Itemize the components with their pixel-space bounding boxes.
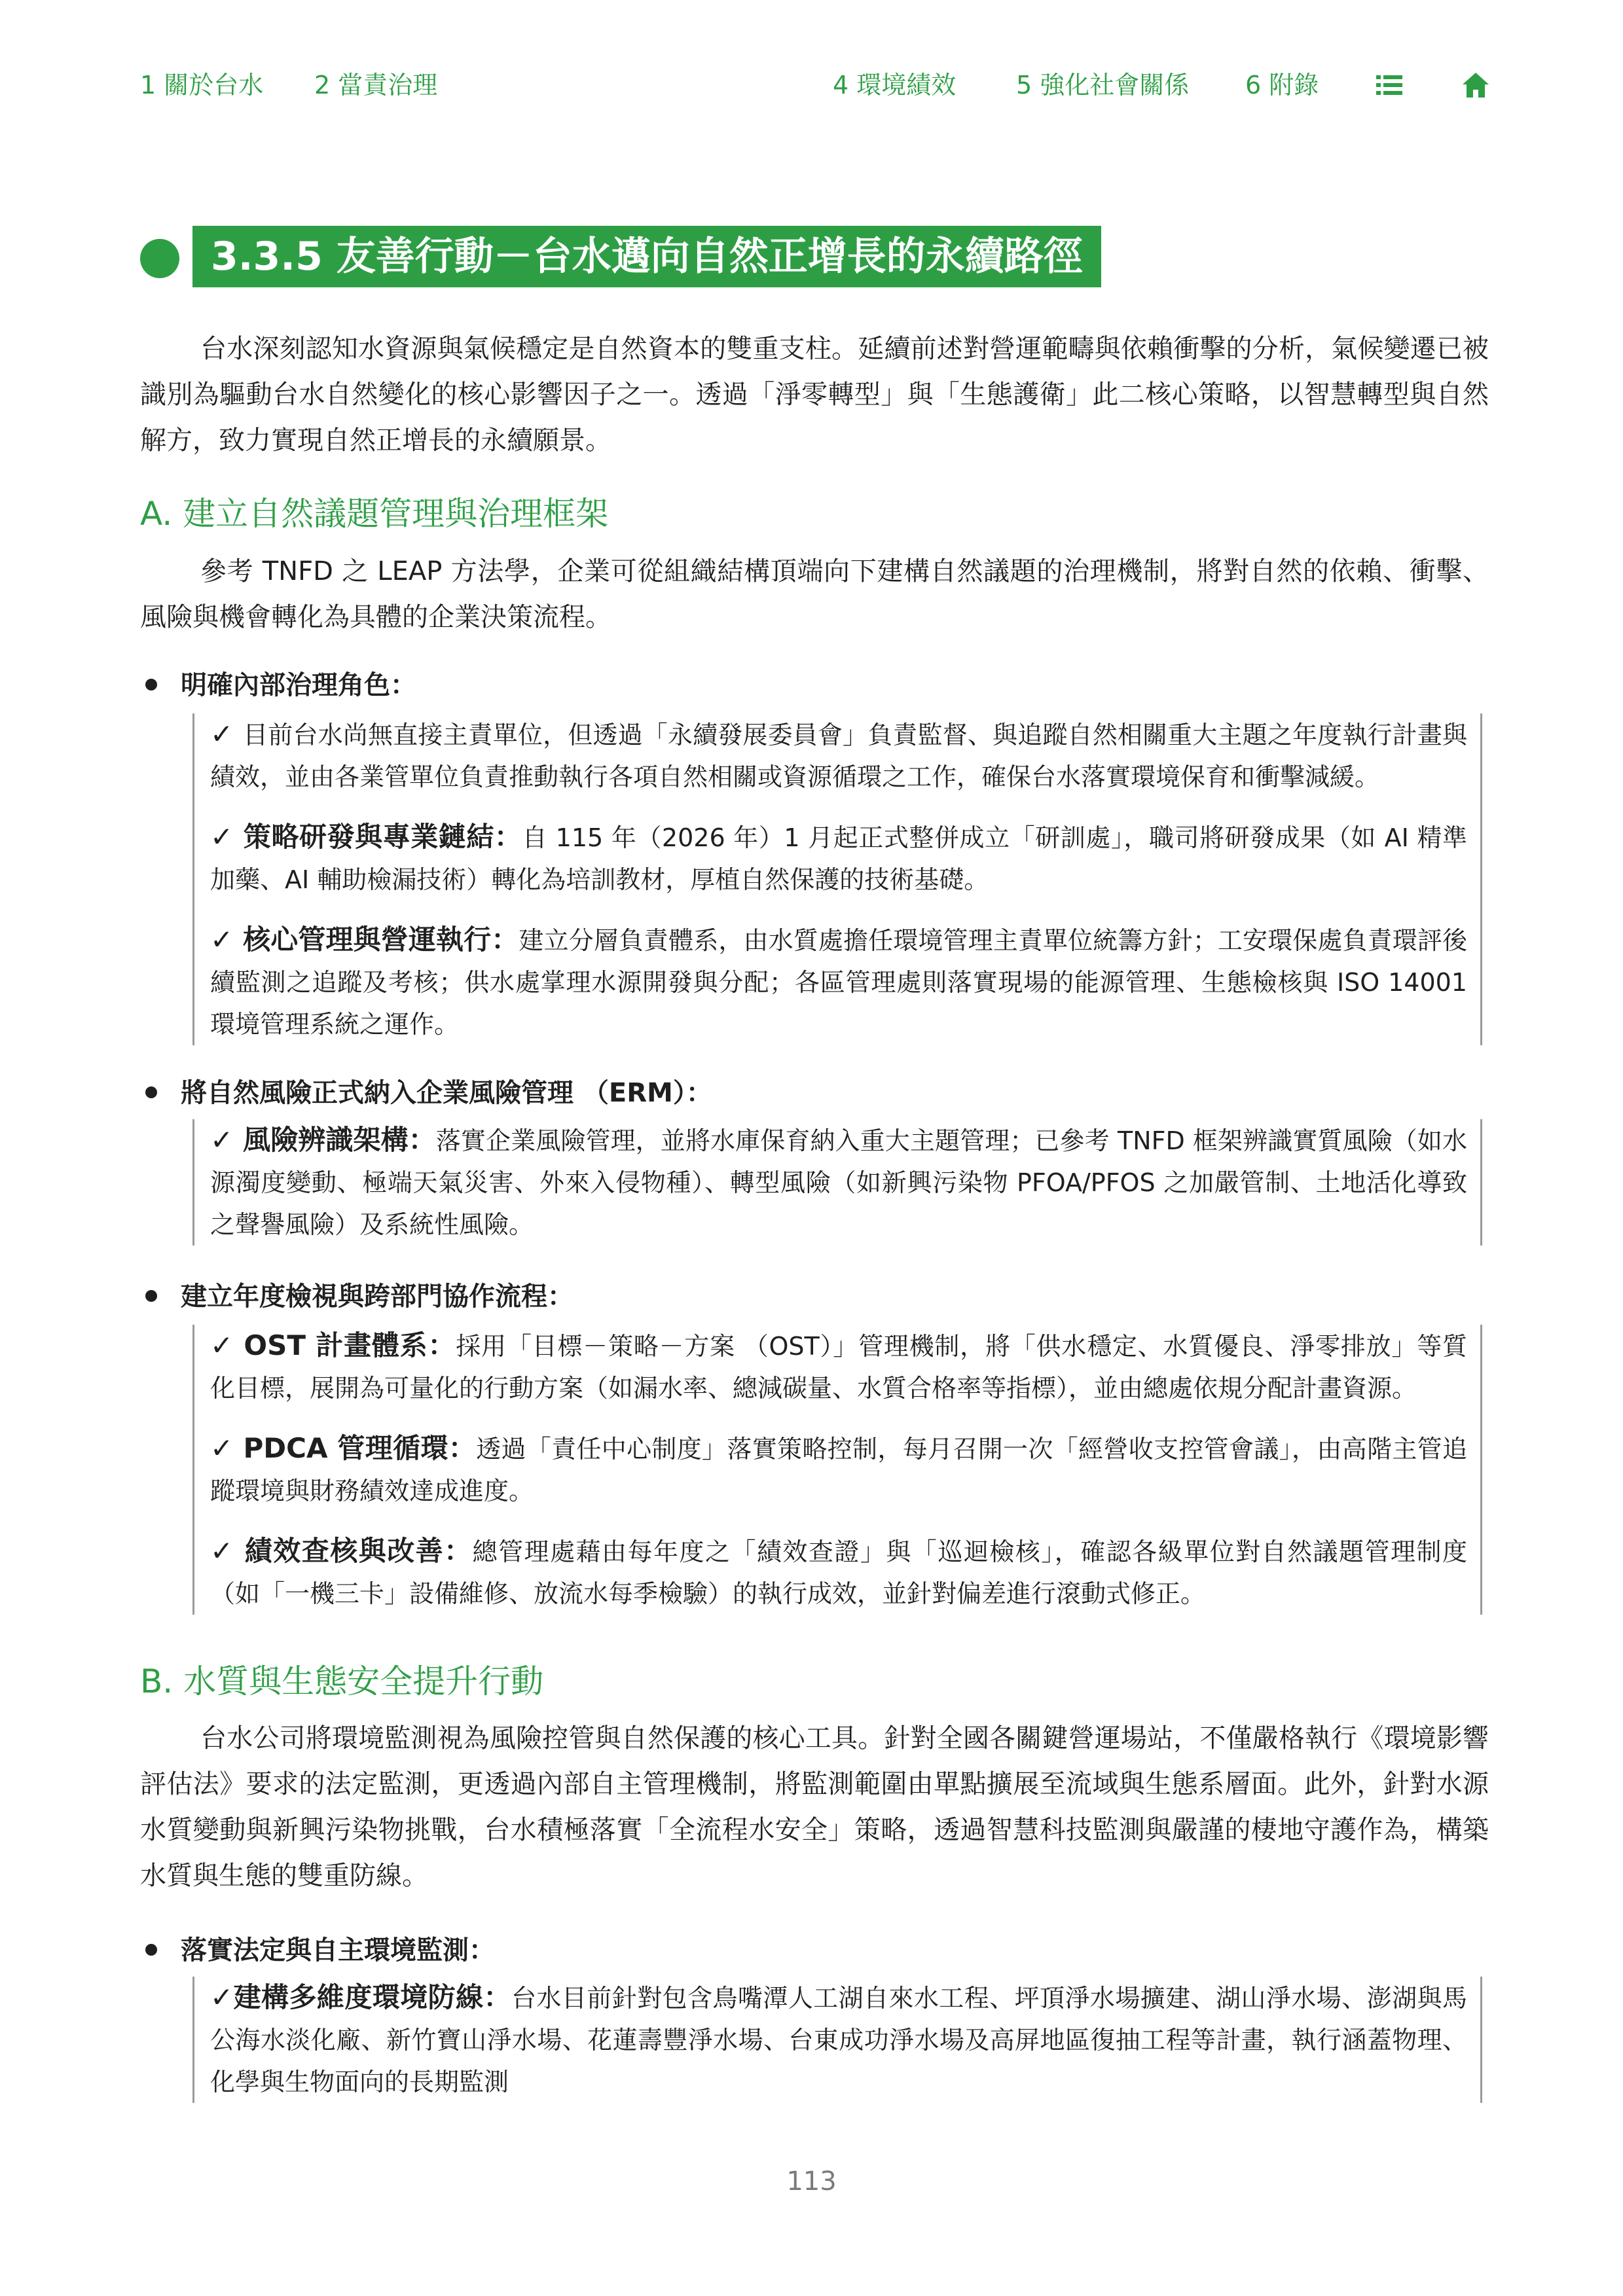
item-text: 透過「責任中心制度」落實策略控制，每月召開一次「經營收支控管會議」，由高階主管追蹤環境與財務績效達成進度。 (210, 1435, 1467, 1505)
item-text: 台水目前針對包含鳥嘴潭人工湖自來水工程、坪頂淨水場擴建、湖山淨水場、澎湖與馬公海水淡化廠、新竹寶山淨水場、花蓮壽豐淨水場、台東成功淨水場及高屏地區復抽工程等計畫，執行涵蓋物理、化學與生物面向的長期監測 (210, 1984, 1467, 2096)
check-icon: ✓ (210, 718, 244, 750)
item-lead: 風險辨識架構： (243, 1124, 436, 1156)
section-b-heading: B. 水質與生態安全提升行動 (140, 1662, 544, 1700)
nav-link-social[interactable]: 5 強化社會關係 (1016, 71, 1190, 99)
bullet-dot (145, 1944, 157, 1956)
nav-link-appendix[interactable]: 6 附錄 (1245, 71, 1319, 99)
home-icon[interactable] (1461, 71, 1490, 99)
bullet-governance-roles (140, 662, 416, 708)
bullet-monitoring (140, 1928, 495, 1973)
item-text: 落實企業風險管理，並將水庫保育納入重大主題管理；已參考 TNFD 框架辨識實質風險（如水源濁度變動、極端天氣災害、外來入侵物種）、轉型風險（如新興污染物 PFOA/PFOS 之加嚴管制、土地活化導致之聲譽風險）及系統性風險。 (210, 1126, 1467, 1239)
check-icon: ✓ (210, 1124, 244, 1156)
item-lead: PDCA 管理循環： (243, 1432, 477, 1464)
page-title: 3.3.5 友善行動－台水邁向自然正增長的永續路徑 (192, 226, 1101, 287)
bullet-annual-review (140, 1274, 574, 1319)
bullet-dot (145, 679, 157, 691)
nav-link-environment[interactable]: 4 環境績效 (833, 71, 957, 99)
bullet-title: 將自然風險正式納入企業風險管理 （ERM）： (181, 1078, 712, 1108)
item-text: 採用「目標－策略－方案 （OST）」管理機制，將「供水穩定、水質優良、淨零排放」等質化目標，展開為可量化的行動方案（如漏水率、總減碳量、水質合格率等指標），並由總處依規分配計畫資源。 (210, 1332, 1467, 1403)
nav-link-about[interactable]: 1 關於台水 (140, 71, 264, 99)
check-icon: ✓ (210, 924, 244, 956)
nav-link-governance[interactable]: 2 當責治理 (314, 71, 438, 99)
erm-block (192, 1119, 1482, 1246)
bullet-title: 建立年度檢視與跨部門協作流程： (181, 1282, 574, 1312)
check-icon: ✓ (210, 1432, 244, 1464)
section-a-intro: 參考 TNFD 之 LEAP 方法學，企業可從組織結構頂端向下建構自然議題的治理機制，將對自然的依賴、衝擊、風險與機會轉化為具體的企業決策流程。 (140, 556, 1489, 632)
item-text: 總管理處藉由每年度之「績效查證」與「巡迴檢核」，確認各級單位對自然議題管理制度（如「一機三卡」設備維修、放流水每季檢驗）的執行成效，並針對偏差進行滾動式修正。 (210, 1537, 1467, 1608)
list-item (210, 919, 1467, 1045)
item-lead: 績效查核與改善： (244, 1535, 473, 1567)
list-item (210, 1427, 1467, 1512)
bullet-dot (145, 1290, 157, 1302)
title-bullet-dot (140, 239, 179, 278)
item-lead: OST 計畫體系： (244, 1329, 456, 1361)
bullet-title: 落實法定與自主環境監測： (181, 1935, 495, 1965)
annual-review-block (192, 1325, 1482, 1615)
item-lead: 策略研發與專業鏈結： (243, 821, 522, 853)
check-icon: ✓ (210, 1535, 245, 1567)
item-text: 自 115 年（2026 年）1 月起正式整併成立「研訓處」，職司將研發成果（如 AI 精準加藥、AI 輔助檢漏技術）轉化為培訓教材，厚植自然保護的技術基礎。 (210, 823, 1467, 894)
item-lead: 建構多維度環境防線： (233, 1981, 511, 2013)
list-item (210, 1325, 1467, 1409)
list-item (210, 713, 1467, 798)
check-icon: ✓ (210, 821, 244, 853)
list-item (210, 1119, 1467, 1246)
list-item (210, 1530, 1467, 1615)
item-lead: 核心管理與營運執行： (243, 924, 519, 956)
bullet-title: 明確內部治理角色： (181, 670, 416, 700)
top-navigation (0, 65, 1623, 105)
section-a-heading: A. 建立自然議題管理與治理框架 (140, 495, 609, 533)
check-icon: ✓ (210, 1329, 244, 1361)
item-text: 目前台水尚無直接主責單位，但透過「永續發展委員會」負責監督、與追蹤自然相關重大主題之年度執行計畫與績效，並由各業管單位負責推動執行各項自然相關或資源循環之工作，確保台水落實環境保育和衝擊減緩。 (210, 721, 1467, 791)
list-item (210, 1977, 1467, 2103)
check-icon: ✓ (210, 1981, 234, 2013)
item-text: 建立分層負責體系，由水質處擔任環境管理主責單位統籌方針；工安環保處負責環評後續監測之追蹤及考核；供水處掌理水源開發與分配；各區管理處則落實現場的能源管理、生態檢核與 ISO 14001 環境管理系統之運作。 (210, 926, 1467, 1039)
intro-paragraph: 台水深刻認知水資源與氣候穩定是自然資本的雙重支柱。延續前述對營運範疇與依賴衝擊的分析，氣候變遷已被識別為驅動台水自然變化的核心影響因子之一。透過「淨零轉型」與「生態護衛」此二核心策略，以智慧轉型與自然解方，致力實現自然正增長的永續願景。 (140, 334, 1489, 456)
section-b-intro: 台水公司將環境監測視為風險控管與自然保護的核心工具。針對全國各關鍵營運場站，不僅嚴格執行《環境影響評估法》要求的法定監測，更透過內部自主管理機制，將監測範圍由單點擴展至流域與生態系層面。此外，針對水源水質變動與新興污染物挑戰，台水積極落實「全流程水安全」策略，透過智慧科技監測與嚴謹的棲地守護作為，構築水質與生態的雙重防線。 (140, 1723, 1489, 1891)
bullet-erm (140, 1070, 712, 1116)
list-icon[interactable] (1375, 71, 1404, 99)
governance-roles-block (192, 713, 1482, 1045)
list-item (210, 816, 1467, 901)
page-number: 113 (786, 2166, 837, 2197)
bullet-dot (145, 1086, 157, 1098)
monitoring-block (192, 1977, 1482, 2103)
